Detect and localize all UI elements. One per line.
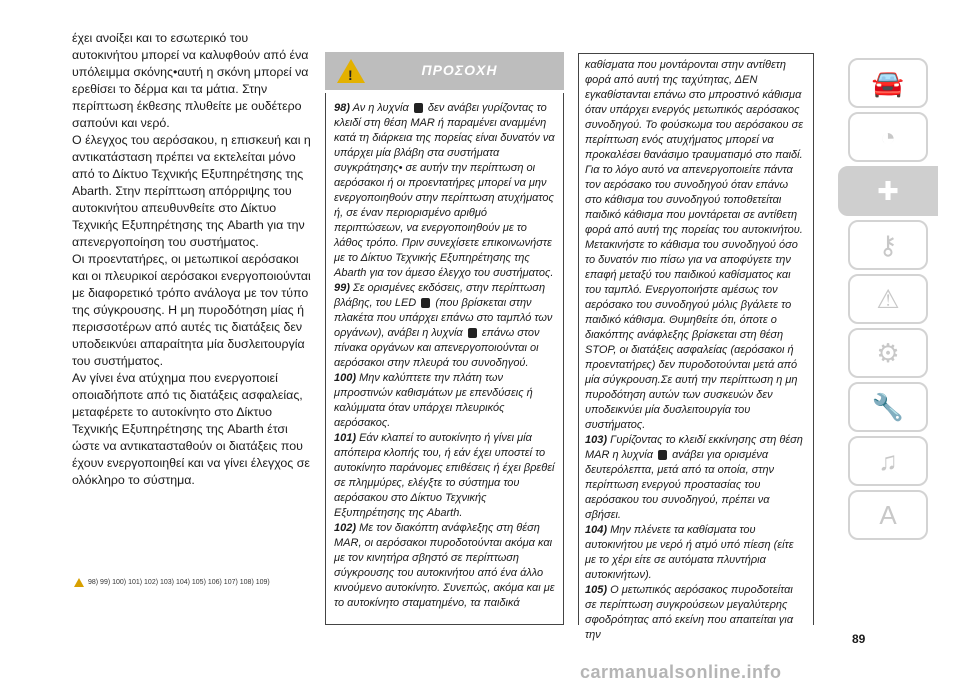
airbag-warning-light-icon: [414, 103, 423, 113]
footnote-references: [74, 578, 270, 587]
chapter-navigation-sidebar: [828, 58, 948, 544]
gauge-icon[interactable]: ◔: [848, 112, 928, 162]
paragraph: Αν γίνει ένα ατύχημα που ενεργοποιεί οποιαδήποτε από τις διατάξεις ασφαλείας, μεταφέρετε το αυτοκίνητο στο Δίκτυο Τεχνικής Εξυπηρέτησης της Abarth έτσι ώστε να αντικατασταθούν οι διατάξεις που έχουν ενεργοποιηθεί και να γίνει έλεγχος σε ολόκληρο το σύστημα.: [72, 371, 310, 487]
warning-item-104: 104) Μην πλένετε τα καθίσματα του αυτοκινήτου με νερό ή ατμό υπό πίεση (είτε με το χέρι είτε σε αυτόματα πλυντήρια αυτοκινήτων).: [585, 524, 794, 581]
warning-item-103: 103) Γυρίζοντας το κλειδί εκκίνησης στη θέση MAR η λυχνία ανάβει για ορισμένα δευτερόλεπτα, μετά από τα οποία, στην περίπτωση ενεργού προστασίας του αερόσακου του συνοδηγού, πρέπει να σβήσει.: [585, 434, 803, 521]
warning-item-101: 101) Εάν κλαπεί το αυτοκίνητο ή γίνει μία απόπειρα κλοπής του, ή εάν έχει υποστεί το αυτοκίνητο παράνομες επιθέσεις ή έχει βρεθεί σε πλημμύρες, ελέγξτε το σύστημα του αερόσακου στο Δίκτυο Τεχνικής Εξυπηρέτησης της Abarth.: [334, 432, 555, 519]
warning-header: ! ΠΡΟΣΟΧΗ: [325, 52, 564, 90]
warning-item-99: 99) Σε ορισμένες εκδόσεις, στην περίπτωση βλάβης, του LED (που βρίσκεται στην πλακέτα που υπάρχει επάνω στο ταμπλό των οργάνων), ανάβει η λυχνία επάνω στον πίνακα οργάνων και απενεργοποιούνται οι αερόσακοι στην πλευρά του συνοδηγού.: [334, 282, 553, 369]
seat-airbag-icon[interactable]: ✚: [838, 166, 938, 216]
warning-item-105: 105) Ο μετωπικός αερόσακος πυροδοτείται σε περίπτωση συγκρούσεων μεγαλύτερης σφοδρότητας από εκείνη που απαιτείται για την: [585, 584, 794, 641]
warning-item-102: 102) Με τον διακόπτη ανάφλεξης στη θέση MAR, οι αερόσακοι πυροδοτούνται ακόμα και με τον κινητήρα σβηστό σε περίπτωση σύγκρουσης του αυτοκινήτου από ένα άλλο κινούμενο αυτοκίνητο. Συνεπώς, ακόμα και με το αυτοκίνητο σταματημένο, τα παιδικά: [334, 522, 555, 609]
passenger-airbag-off-icon: [421, 298, 430, 308]
warning-item-98: 98) Αν η λυχνία δεν ανάβει γυρίζοντας το κλειδί στη θέση MAR ή παραμένει αναμμένη κατά τη διάρκεια της πορείας είναι δυνατόν να υπάρχει μία βλάβη στα συστήματα συγκράτησης• σε αυτήν την περίπτωση οι αερόσακοι ή οι προεντατήρες μπορεί να μην ενεργοποιηθούν στην περίπτωση ατυχήματος ή, σε έναν περιορισμένο αριθμό περιπτώσεων, να ενεργοποιηθούν με το λάθος τρόπο. Πριν συνεχίσετε επικοινωνήστε με το Δίκτυο Τεχνικής Εξυπηρέτησης της Abarth για τον άμεσο έλεγχο του συστήματος.: [334, 102, 555, 279]
page-number: 89: [852, 632, 866, 646]
paragraph: Ο έλεγχος του αερόσακου, η επισκευή και η αντικατάσταση πρέπει να εκτελείται μόνο από το Δίκτυο Τεχνικής Εξυπηρέτησης της Abarth. Στην περίπτωση απόρριψης του αυτοκινήτου απευθυνθείτε στο Δίκτυο Τεχνικής Εξυπηρέτησης της Abarth για την απενεργοποίηση του συστήματος.: [72, 133, 311, 249]
right-warning-column: [578, 53, 814, 641]
paragraph: έχει ανοίξει και το εσωτερικό του αυτοκινήτου μπορεί να καλυφθούν από ένα υπόλειμμα σκόνης•αυτή η σκόνη μπορεί να ερεθίσει το δέρμα και τα μάτια. Στην περίπτωση έκθεσης πλυθείτε με ουδέτερο σαπούνι και νερό.: [72, 31, 309, 130]
multimedia-icon[interactable]: ♫: [848, 436, 928, 486]
watermark: carmanualsonline.info: [580, 662, 782, 682]
key-wrench-icon[interactable]: ⚷: [848, 220, 928, 270]
index-abc-icon[interactable]: A: [848, 490, 928, 540]
footnote-numbers: 98) 99) 100) 101) 102) 103) 104) 105) 106) 107) 108) 109): [88, 579, 270, 586]
warning-title: ΠΡΟΣΟΧΗ: [421, 62, 498, 78]
toolbox-icon[interactable]: ⚙: [848, 328, 928, 378]
warning-triangle-icon: [74, 578, 84, 587]
car-dashboard-icon[interactable]: 🚘: [848, 58, 928, 108]
warning-continued-text: καθίσματα που μοντάρονται στην αντίθετη φορά από αυτή της ταχύτητας, ΔΕΝ εγκαθίστανται επάνω στο μπροστινό κάθισμα όταν υπάρχει ενεργός μετωπικός αερόσακος συνοδηγού. Το φούσκωμα του αερόσακου σε περίπτωση ενός ατυχήματος μπορεί να προκαλέσει θανάσιμο τραυματισμό στο παιδί. Για το λόγο αυτό να απενεργοποιείτε πάντα τον αερόσακο του συνοδηγού όταν επάνω στο κάθισμα του συνοδηγού τοποθετείται παιδικό κάθισμα που μοντάρεται σε αντίθετη φορά από αυτή της πορείας του αυτοκινήτου. Μετακινήστε το κάθισμα του συνοδηγού όσο το δυνατόν πιο πίσω για να αποφύγετε την επαφή μεταξύ του παιδικού καθίσματος και του ταμπλό. Ενεργοποιήστε αμέσως τον αερόσακο του συνοδηγού μόλις βγάλετε το παιδικό κάθισμα. Θυμηθείτε ότι, όποτε ο διακόπτης ανάφλεξης βρίσκεται στη θέση STOP, οι διατάξεις ασφαλείας (αερόσακοι ή προεντατήρες) δεν πυροδοτούνται μετά από μία σύγκρουση.Σε αυτή την περίπτωση η μη πυροδότηση αυτών των συσκευών δεν υποδεικνύει μία δυσλειτουργία του συστήματος.: [585, 59, 804, 431]
paragraph: Οι προεντατήρες, οι μετωπικοί αερόσακοι και οι πλευρικοί αερόσακοι ενεργοποιούνται με διαφορετικό τρόπο ανάλογα με τον τύπο της σύγκρουσης. Η μη πυροδότηση μίας ή περισσοτέρων από αυτές τις διατάξεις δεν υποδεικνύει απαραίτητα μία δυσλειτουργία του συστήματος.: [72, 252, 311, 368]
warning-road-icon[interactable]: ⚠: [848, 274, 928, 324]
wrench-car-icon[interactable]: 🔧: [848, 382, 928, 432]
left-text-column: [72, 30, 312, 489]
warning-item-100: 100) Μην καλύπτετε την πλάτη των μπροστινών καθισμάτων με επενδύσεις ή καλύμματα όταν υπάρχει πλευρικός αερόσακος.: [334, 372, 533, 429]
warning-box: [325, 93, 564, 625]
passenger-airbag-off-icon: [658, 450, 667, 460]
airbag-warning-light-icon: [468, 328, 477, 338]
